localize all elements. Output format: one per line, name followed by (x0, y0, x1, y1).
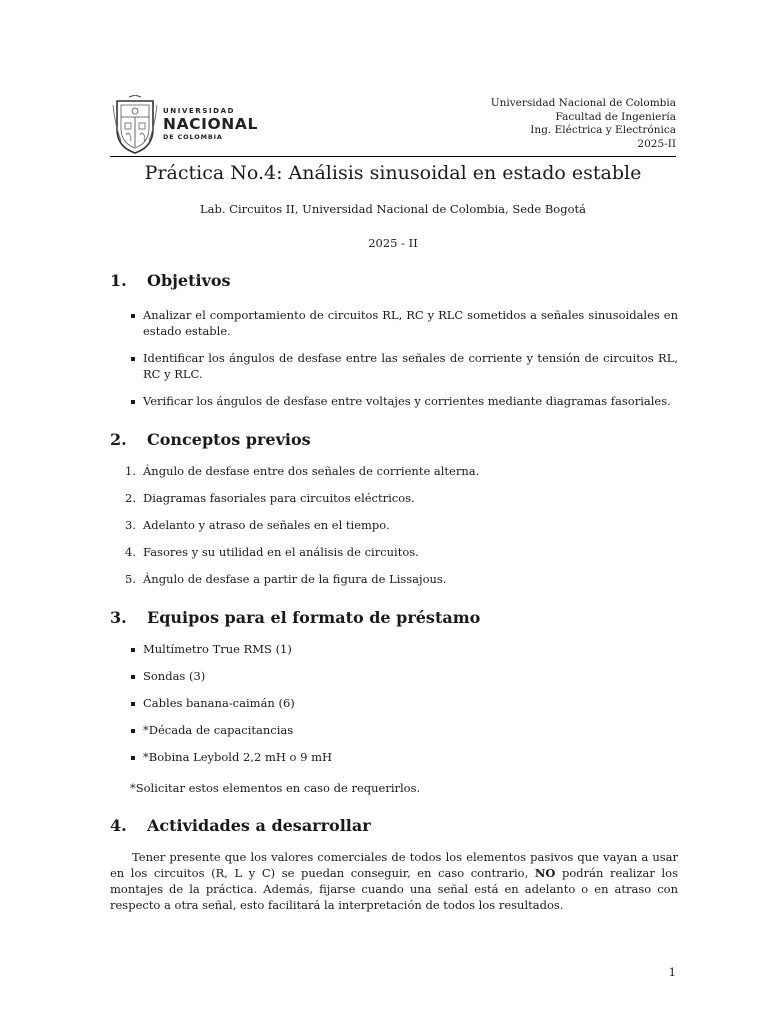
list-item: Analizar el comportamiento de circuitos RL, RC y RLC sometidos a señales sinusoidales en estado estable. (110, 307, 678, 339)
page-number: 1 (668, 965, 676, 979)
list-item: 4. Fasores y su utilidad en el análisis de circuitos. (125, 545, 419, 559)
list-item: Verificar los ángulos de desfase entre voltajes y corrientes mediante diagramas fasoriales. (110, 393, 678, 409)
section-number: 4. (110, 816, 127, 835)
header-university: Universidad Nacional de Colombia (490, 97, 676, 109)
document-title: Práctica No.4: Análisis sinusoidal en estado estable (144, 162, 642, 184)
section-title: Actividades a desarrollar (147, 816, 371, 835)
equipment-list (110, 641, 678, 765)
objectives-list (110, 307, 678, 409)
logo-bottom-line: DE COLOMBIA (163, 133, 223, 141)
document-subtitle: Lab. Circuitos II, Universidad Nacional de Colombia, Sede Bogotá (199, 202, 586, 216)
list-item: 3. Adelanto y atraso de señales en el tiempo. (125, 518, 390, 532)
section-number: 1. (110, 271, 127, 290)
list-item: Multímetro True RMS (1) (110, 641, 678, 657)
section-heading-equipos (110, 608, 678, 628)
section-title: Conceptos previos (147, 430, 311, 449)
logo-main-line: NACIONAL (163, 115, 258, 133)
header-divider (110, 156, 676, 157)
university-seal-icon (111, 95, 159, 155)
header-info (491, 97, 676, 151)
document-body (110, 266, 678, 913)
section-number: 3. (110, 608, 127, 627)
section-heading-actividades (110, 816, 678, 836)
header-semester: 2025-II (637, 137, 676, 150)
equipment-note: *Solicitar estos elementos en caso de requerirlos. (130, 781, 421, 795)
list-item: 1. Ángulo de desfase entre dos señales de corriente alterna. (125, 464, 480, 478)
list-item: *Década de capacitancias (110, 722, 678, 738)
university-logo (111, 95, 258, 157)
section-title: Objetivos (147, 271, 231, 290)
logo-wordmark (163, 107, 258, 142)
header-faculty: Facultad de Ingeniería (555, 110, 676, 123)
logo-top-line: UNIVERSIDAD (163, 107, 236, 115)
list-item: Cables banana-caimán (6) (110, 695, 678, 711)
emphasis-no: NO (534, 866, 556, 880)
section-heading-conceptos (110, 430, 678, 450)
list-item: Identificar los ángulos de desfase entre las señales de corriente y tensión de circuitos RL, RC y RLC. (110, 350, 678, 382)
section-title: Equipos para el formato de préstamo (147, 608, 481, 627)
concepts-list (110, 463, 678, 587)
activities-paragraph: Tener presente que los valores comerciales de todos los elementos pasivos que vayan a usar en los circuitos (R, L y C) se puedan conseguir, en caso contrario, NO podrán realizar los montajes de la práctica. Además, fijarse cuando una señal está en adelanto o en atraso con respecto a otra señal, esto facilitará la interpretación de todos los resultados. (110, 850, 678, 912)
section-number: 2. (110, 430, 127, 449)
header-department: Ing. Eléctrica y Electrónica (530, 124, 676, 136)
list-item: *Bobina Leybold 2,2 mH o 9 mH (110, 749, 678, 765)
list-item: Sondas (3) (110, 668, 678, 684)
document-date: 2025 - II (368, 236, 418, 250)
section-heading-objetivos (110, 271, 678, 291)
list-item: 5. Ángulo de desfase a partir de la figura de Lissajous. (125, 572, 447, 586)
list-item: 2. Diagramas fasoriales para circuitos eléctricos. (125, 491, 415, 505)
